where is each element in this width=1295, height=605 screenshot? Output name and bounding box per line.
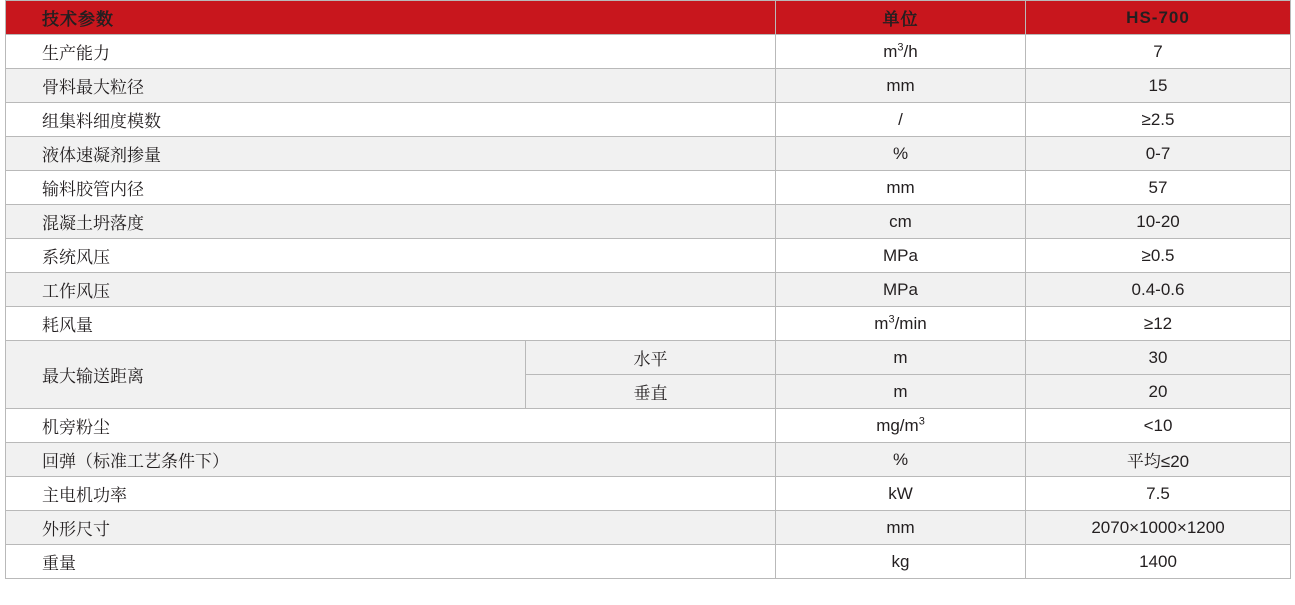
row-unit: mm xyxy=(776,69,1026,103)
header-model: HS-700 xyxy=(1026,1,1291,35)
row-unit: mm xyxy=(776,171,1026,205)
table-row xyxy=(6,171,1291,205)
row-unit: MPa xyxy=(776,273,1026,307)
table-row xyxy=(6,205,1291,239)
header-unit: 单位 xyxy=(776,1,1026,35)
specification-table xyxy=(5,0,1291,579)
table-header xyxy=(6,1,1291,35)
row-unit: % xyxy=(776,443,1026,477)
row-parameter: 工作风压 xyxy=(6,273,776,307)
row-subparameter: 垂直 xyxy=(526,375,776,409)
row-unit: cm xyxy=(776,205,1026,239)
row-unit: kW xyxy=(776,477,1026,511)
table-row xyxy=(6,409,1291,443)
row-parameter: 输料胶管内径 xyxy=(6,171,776,205)
row-parameter: 重量 xyxy=(6,545,776,579)
row-parameter: 系统风压 xyxy=(6,239,776,273)
table-row xyxy=(6,69,1291,103)
row-value: ≥2.5 xyxy=(1026,103,1291,137)
row-parameter: 回弹（标准工艺条件下） xyxy=(6,443,776,477)
table-body xyxy=(6,35,1291,579)
row-parameter: 外形尺寸 xyxy=(6,511,776,545)
row-value: 57 xyxy=(1026,171,1291,205)
row-subparameter: 水平 xyxy=(526,341,776,375)
row-value: ≥0.5 xyxy=(1026,239,1291,273)
row-value: 0.4-0.6 xyxy=(1026,273,1291,307)
row-parameter: 液体速凝剂掺量 xyxy=(6,137,776,171)
row-unit: $m^3/h$ xyxy=(776,35,1026,69)
row-value: 1400 xyxy=(1026,545,1291,579)
table-row xyxy=(6,307,1291,341)
row-unit: MPa xyxy=(776,239,1026,273)
row-parameter: 耗风量 xyxy=(6,307,776,341)
row-unit: kg xyxy=(776,545,1026,579)
table-row xyxy=(6,545,1291,579)
row-unit: / xyxy=(776,103,1026,137)
table-row xyxy=(6,273,1291,307)
row-unit: m xyxy=(776,341,1026,375)
row-value: 7.5 xyxy=(1026,477,1291,511)
row-value: 2070×1000×1200 xyxy=(1026,511,1291,545)
row-unit: m xyxy=(776,375,1026,409)
table-row xyxy=(6,137,1291,171)
row-parameter-group: 最大输送距离 xyxy=(6,341,526,409)
table-row xyxy=(6,35,1291,69)
header-parameter: 技术参数 xyxy=(6,1,776,35)
table-row xyxy=(6,511,1291,545)
superscript: 3 xyxy=(888,312,895,325)
row-parameter: 混凝土坍落度 xyxy=(6,205,776,239)
superscript: 3 xyxy=(897,40,904,53)
row-parameter: 生产能力 xyxy=(6,35,776,69)
row-value: ≥12 xyxy=(1026,307,1291,341)
row-unit: $m^3/\min$ xyxy=(776,307,1026,341)
row-parameter: 机旁粉尘 xyxy=(6,409,776,443)
table-row xyxy=(6,341,1291,375)
row-unit: % xyxy=(776,137,1026,171)
row-value: 平均≤20 xyxy=(1026,443,1291,477)
row-value: 20 xyxy=(1026,375,1291,409)
row-parameter: 主电机功率 xyxy=(6,477,776,511)
table-row xyxy=(6,477,1291,511)
row-value: 30 xyxy=(1026,341,1291,375)
row-parameter: 骨料最大粒径 xyxy=(6,69,776,103)
superscript: 3 xyxy=(918,414,925,427)
table-row xyxy=(6,443,1291,477)
row-unit: mm xyxy=(776,511,1026,545)
table-row xyxy=(6,103,1291,137)
header-row xyxy=(6,1,1291,35)
table-row xyxy=(6,239,1291,273)
row-value: 10-20 xyxy=(1026,205,1291,239)
row-value: <10 xyxy=(1026,409,1291,443)
row-value: 0-7 xyxy=(1026,137,1291,171)
row-value: 15 xyxy=(1026,69,1291,103)
row-unit: $mg/m^3$ xyxy=(776,409,1026,443)
row-value: 7 xyxy=(1026,35,1291,69)
row-parameter: 组集料细度模数 xyxy=(6,103,776,137)
